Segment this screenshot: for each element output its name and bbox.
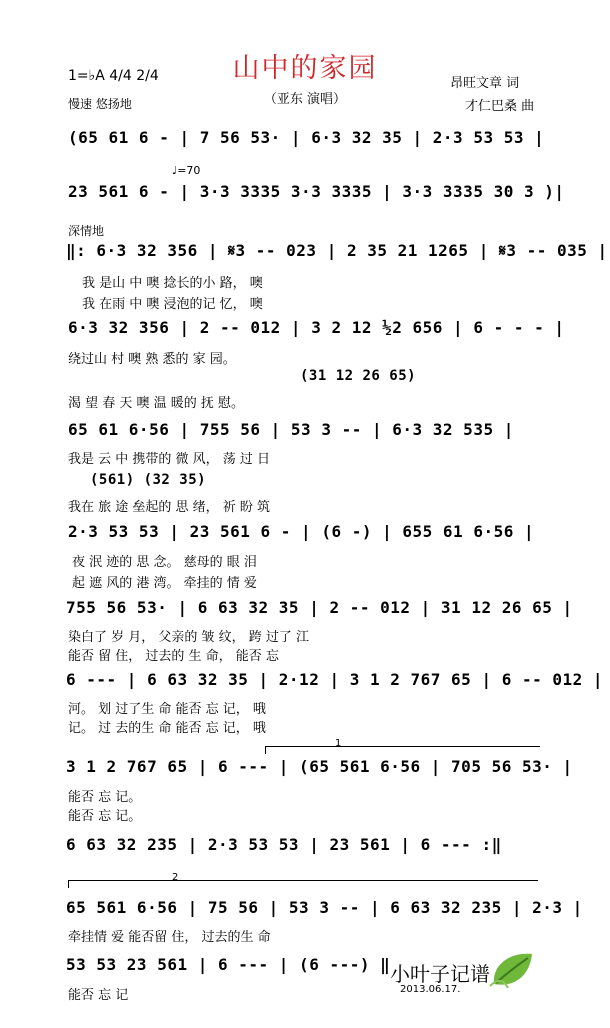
score-line-12: 6 63 32 235 | 2·3 53 53 | 23 561 | 6 --- :‖ [66,835,502,854]
lyric-line-4: 绕过山 村 噢 熟 悉的 家 园。 [68,352,236,367]
lyric-line-7: 我在 旅 途 垒起的 思 绪， 祈 盼 筑 [68,500,271,515]
volta-2-hook [68,880,69,888]
score-line-10: 6 --- | 6 63 32 35 | 2·12 | 3 1 2 767 65 | 6 -- 012 | [66,670,604,689]
score-line-14: 53 53 23 561 | 6 --- | (6 ---) ‖ [66,955,391,974]
volta-1-bracket [265,746,540,747]
score-line-5: (31 12 26 65) [300,368,417,384]
key-signature: 1=♭A 4/4 2/4 [68,68,159,84]
lyric-line-13: 牵挂情 爱 能否留 住， 过去的生 命 [68,930,271,945]
lyric-line-3b: 我 在雨 中 噢 浸泡的记 忆， 噢 [82,297,263,312]
lyric-line-3a: 我 是山 中 噢 捻长的小 路， 噢 [82,276,263,291]
composer-credit: 才仁巴桑 曲 [465,99,535,114]
leaf-icon [488,948,538,992]
score-line-8: 2·3 53 53 | 23 561 6 - | (6 -) | 655 61 6·56 | [68,522,535,541]
score-line-2: 23 561 6 - | 3·3 3335 3·3 3335 | 3·3 3335 30 3 )| [68,182,565,201]
lyric-line-11a: 能否 忘 记。 [68,790,142,805]
volta-2-bracket [68,880,538,881]
lyric-line-8b: 起 遮 风的 港 湾。 牵挂的 情 爱 [72,576,257,591]
song-title: 山中的家园 [232,53,378,84]
lyric-line-8a: 夜 泯 迹的 思 念。 慈母的 眼 泪 [72,555,257,570]
score-line-1: (65 61 6 - | 7 56 53· | 6·3 32 35 | 2·3 53 53 | [68,128,545,147]
volta-1-hook [265,746,266,754]
lyric-line-14: 能否 忘 记 [68,988,129,1003]
lyric-line-10b: 记。 过 去的生 命 能否 忘 记， 哦 [68,721,266,736]
score-line-13: 65 561 6·56 | 75 56 | 53 3 -- | 6 63 32 235 | 2·3 | [66,898,583,917]
volta-2-label: 2 [172,872,179,883]
lyric-line-9a: 染白了 岁 月， 父亲的 皱 纹， 跨 过了 江 [68,630,310,645]
lyric-line-9b: 能否 留 住， 过去的 生 命， 能否 忘 [68,649,279,664]
score-line-4: 6·3 32 356 | 2 -- 012 | 3 2 12 ½2 656 | 6 - - - | [68,318,565,337]
score-line-6: 65 61 6·56 | 755 56 | 53 3 -- | 6·3 32 535 | [68,420,514,439]
lyric-line-5: 渴 望 春 天 噢 温 暖的 抚 慰。 [68,396,245,411]
lyric-line-11b: 能否 忘 记。 [68,809,142,824]
song-subtitle: （亚东 演唱） [263,92,347,107]
score-line-9: 755 56 53· | 6 63 32 35 | 2 -- 012 | 31 12 26 65 | [66,598,573,617]
metronome-mark: ♩=70 [172,164,201,177]
lyric-line-6: 我是 云 中 携带的 微 风， 荡 过 日 [68,452,271,467]
score-line-7: (561) (32 35) [90,472,207,488]
transcription-date: 2013.06.17. [400,984,461,995]
lyricist-credit: 昂旺文章 词 [450,76,520,91]
transcriber-signature: 小叶子记谱 [390,962,490,986]
lyric-line-10a: 河。 划 过了生 命 能否 忘 记， 哦 [68,702,266,717]
score-line-11: 3 1 2 767 65 | 6 --- | (65 561 6·56 | 705 56 53· | [66,757,573,776]
volta-1-label: 1 [335,738,342,749]
tempo-marking: 慢速 悠扬地 [68,97,132,111]
score-line-3: ‖: 6·3 32 356 | 𝄋3 -- 023 | 2 35 21 1265 | 𝄋3 -- 035 | [66,241,608,260]
expression-marking: 深情地 [68,224,105,238]
